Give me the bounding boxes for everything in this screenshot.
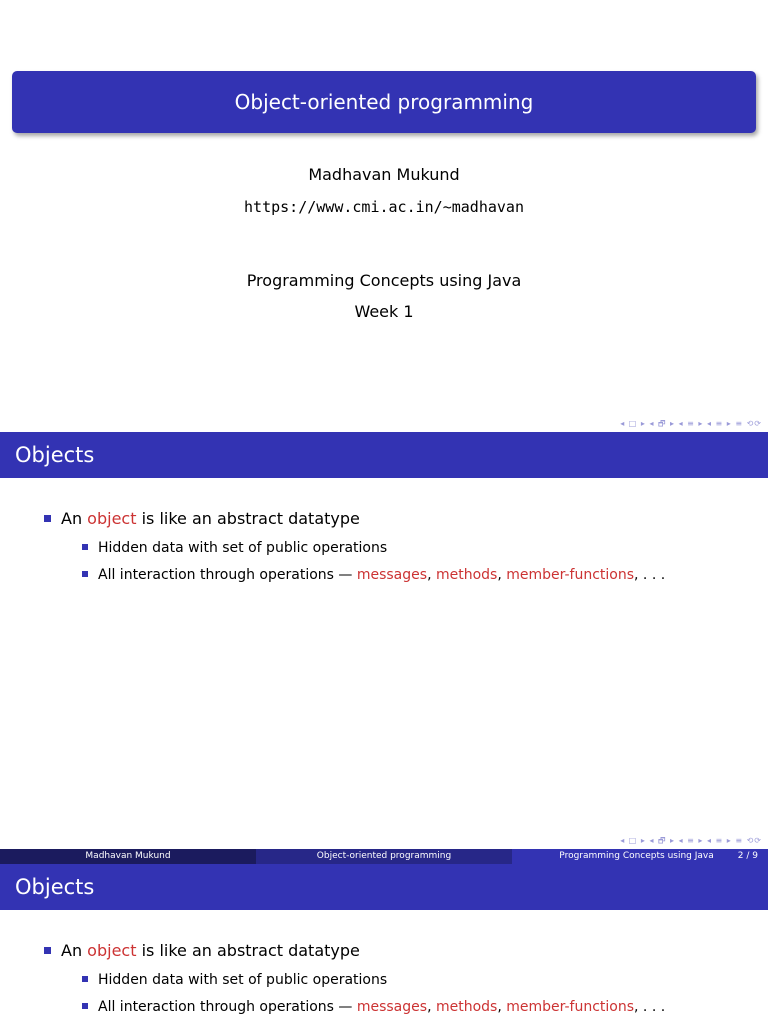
bullet-square-icon	[44, 515, 51, 522]
highlight-object: object	[87, 941, 137, 960]
highlight-object: object	[87, 509, 137, 528]
frame-title	[0, 864, 768, 910]
beamer-nav-icons[interactable]: ◂ □ ▸ ◂ 🗗 ▸ ◂ ≡ ▸ ◂ ≡ ▸ ≡ ⟲⟳	[620, 836, 762, 845]
highlight-messages: messages	[356, 999, 428, 1015]
highlight-member-functions: member-functions	[506, 999, 635, 1015]
bullet-square-icon	[82, 976, 88, 982]
footer-course-page	[512, 849, 768, 864]
course-name: Programming Concepts using Java	[246, 271, 522, 290]
highlight-methods: methods	[435, 567, 498, 583]
sub-bullet-hidden-data: Hidden data with set of public operations	[82, 540, 387, 556]
footer-course: Programming Concepts using Java	[559, 851, 714, 861]
author-url[interactable]: https://www.cmi.ac.in/~madhavan	[244, 198, 524, 216]
bullet-square-icon	[44, 947, 51, 954]
title-box	[12, 71, 756, 133]
sub-bullet-interaction: All interaction through operations — messages, methods, member-functions, . . .	[82, 567, 665, 583]
frame-title-text: Objects	[15, 443, 95, 467]
objects-slide	[0, 432, 768, 864]
presentation-title: Object-oriented programming	[234, 90, 534, 114]
bullet-square-icon	[82, 571, 88, 577]
beamer-nav-icons[interactable]: ◂ □ ▸ ◂ 🗗 ▸ ◂ ≡ ▸ ◂ ≡ ▸ ≡ ⟲⟳	[620, 419, 762, 428]
title-slide	[0, 0, 768, 432]
bullet-square-icon	[82, 1003, 88, 1009]
bullet-object: An object is like an abstract datatype	[44, 941, 360, 960]
author-name: Madhavan Mukund	[308, 165, 460, 184]
week-label: Week 1	[354, 302, 414, 321]
footer-title: Object-oriented programming	[256, 849, 512, 864]
footer-author: Madhavan Mukund	[0, 849, 256, 864]
page-number: 2 / 9	[737, 851, 758, 861]
slide-footer	[0, 849, 768, 864]
objects-slide-repeat	[0, 864, 768, 1024]
sub-bullet-interaction: All interaction through operations — messages, methods, member-functions, . . .	[82, 999, 665, 1015]
sub-bullet-hidden-data: Hidden data with set of public operations	[82, 972, 387, 988]
frame-title	[0, 432, 768, 478]
highlight-messages: messages	[356, 567, 428, 583]
frame-title-text: Objects	[15, 875, 95, 899]
highlight-member-functions: member-functions	[506, 567, 635, 583]
bullet-square-icon	[82, 544, 88, 550]
bullet-object: An object is like an abstract datatype	[44, 509, 360, 528]
highlight-methods: methods	[435, 999, 498, 1015]
